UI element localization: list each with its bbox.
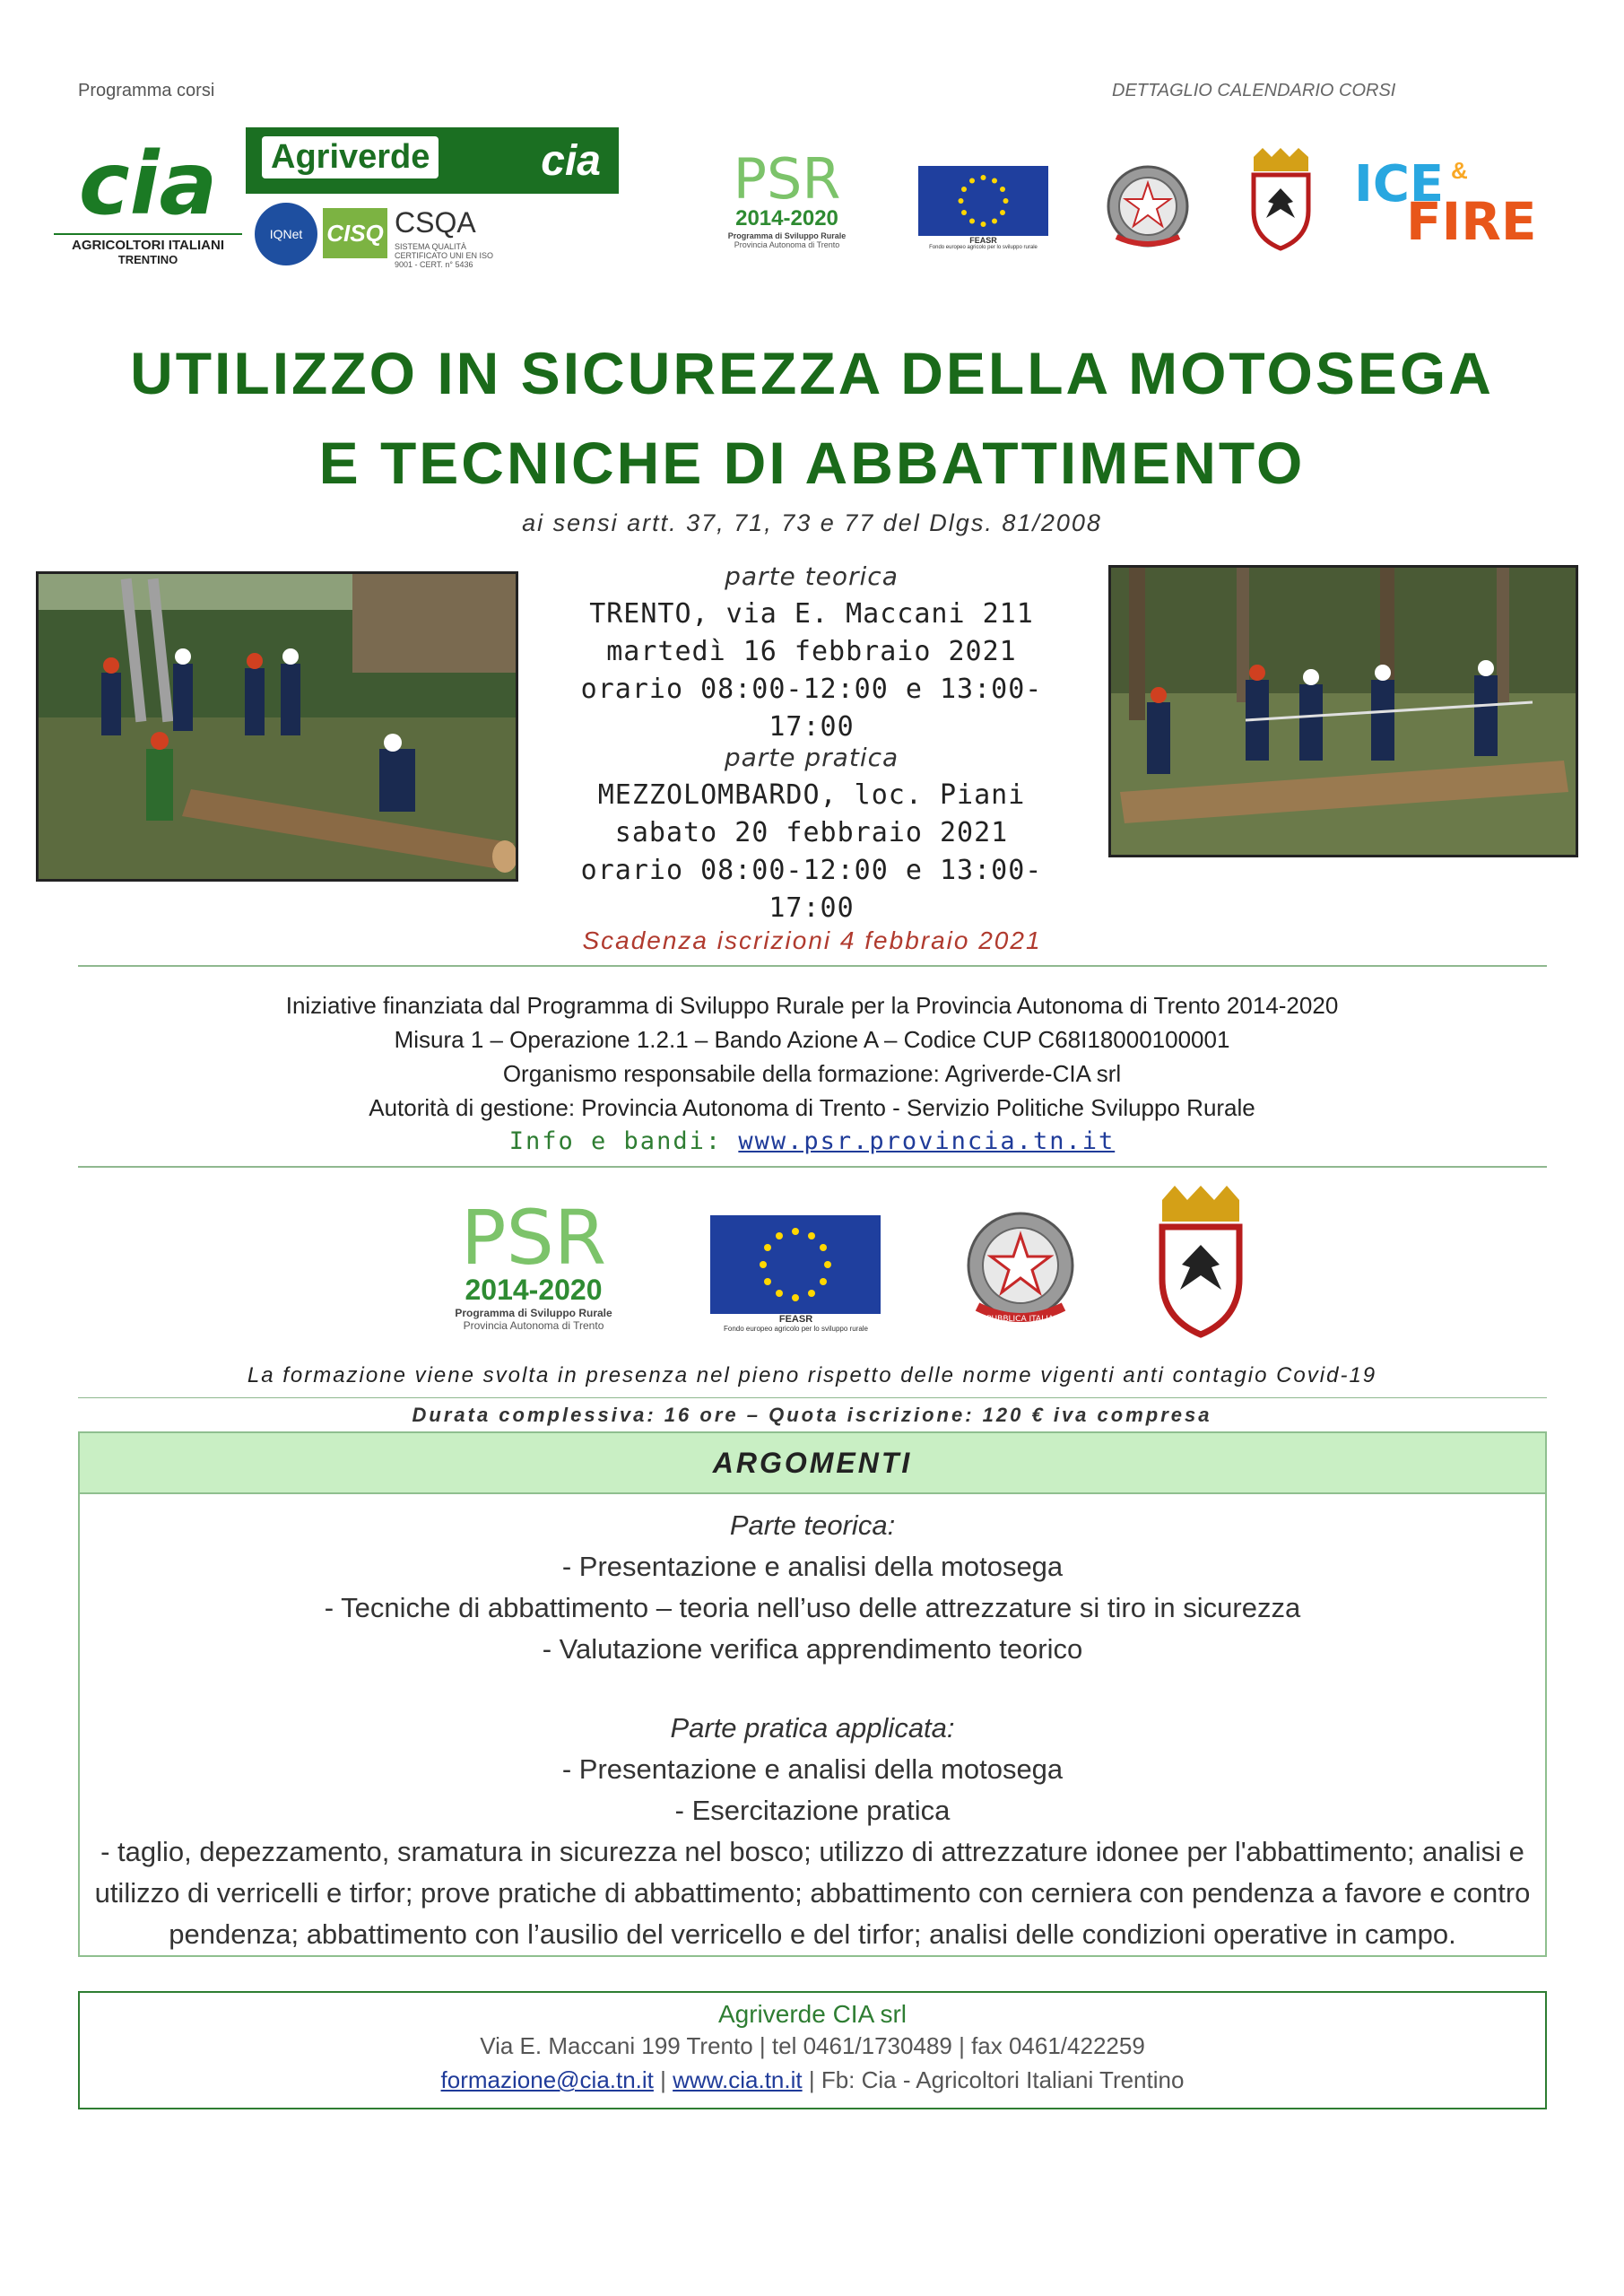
title-line2: E TECNICHE DI ABBATTIMENTO — [318, 430, 1306, 496]
covid-notice: La formazione viene svolta in presenza nel pieno rispetto delle norme vigenti anti contagio Covid-19 — [247, 1363, 1377, 1387]
contact-links-line: formazione@cia.tn.it | www.cia.tn.it | Fb: Cia - Agricoltori Italiani Trentino — [440, 2066, 1185, 2093]
topics-practice-item: - Esercitazione pratica — [674, 1795, 951, 1826]
schedule-theory-place: TRENTO, via E. Maccani 211 — [589, 598, 1034, 630]
divider-top — [78, 965, 1547, 967]
funding-line1: Iniziative finanziata dal Programma di Sviluppo Rurale per la Provincia Autonoma di Trento 2014-2020 — [285, 992, 1339, 1019]
eu-caption-bottom: FEASR — [778, 1314, 813, 1325]
topics-spacer — [80, 1670, 1545, 1708]
schedule-practice-place: MEZZOLOMBARDO, loc. Piani — [597, 779, 1026, 811]
republic-emblem-top — [1099, 161, 1197, 251]
topics-practice-detail: utilizzo di verricelli e tirfor; prove pratiche di abbattimento; abbattimento con cerniera con pendenza a favore e contro — [94, 1877, 1531, 1909]
eu-logo-top — [918, 166, 1048, 250]
eu-flag-icon — [918, 166, 1048, 236]
topics-practice-detail: - taglio, depezzamento, sramatura in sicurezza nel bosco; utilizzo di attrezzature idonee per l'abbattimento; analisi e — [100, 1836, 1524, 1867]
eu-flag-bottom-icon — [710, 1215, 881, 1314]
schedule-theory — [556, 558, 1067, 746]
funding-info-label: Info e bandi: — [508, 1127, 739, 1155]
trentino-coat-top — [1243, 148, 1319, 251]
topics-theory-item: - Presentazione e analisi della motosega — [561, 1551, 1064, 1582]
contact-address: Via E. Maccani 199 Trento — [480, 2032, 753, 2059]
eu-stars-bottom-icon — [710, 1215, 881, 1314]
republic-label: REPUBBLICA ITALIANA — [976, 1315, 1065, 1324]
course-duration-fee: Durata complessiva: 16 ore – Quota iscrizione: 120 € iva compresa — [412, 1404, 1212, 1426]
cia-logo-mark — [54, 144, 242, 229]
agriverde-name: Agriverde — [262, 136, 439, 178]
psr-logo-bottom-letters: PSR — [460, 1194, 607, 1282]
iqnet-badge: IQNet — [255, 203, 317, 265]
funding-info-line — [0, 1125, 1624, 1159]
psr-website-link[interactable]: www.psr.provincia.tn.it — [738, 1127, 1116, 1155]
contact-address-line: Via E. Maccani 199 Trento | tel 0461/1730489 | fax 0461/422259 — [480, 2032, 1145, 2059]
title-line1: UTILIZZO IN SICUREZZA DELLA MOTOSEGA — [130, 340, 1494, 406]
photo-left — [36, 571, 518, 882]
cia-logo-text: cia — [78, 144, 218, 229]
topics-box — [78, 1431, 1547, 1957]
contact-phone: tel 0461/1730489 — [771, 2032, 952, 2059]
eu-stars-icon — [918, 166, 1048, 236]
trentino-coat-icon — [1243, 148, 1319, 251]
csqa-caption: SISTEMA QUALITÀ CERTIFICATO UNI EN ISO 9001 - CERT. n° 5436 — [395, 242, 494, 269]
cia-logo-line2: TRENTINO — [117, 253, 178, 266]
schedule-practice-label: parte pratica — [724, 743, 899, 772]
psr-logo-bottom-subtitle: Programma di Sviluppo Rurale — [455, 1307, 612, 1319]
topics-practice-item: - Presentazione e analisi della motosega — [561, 1753, 1064, 1785]
psr-logo-years: 2014-2020 — [735, 206, 838, 230]
psr-logo-top — [708, 146, 865, 249]
photo-left-illustration — [39, 574, 516, 879]
topics-theory-item: - Valutazione verifica apprendimento teorico — [542, 1633, 1083, 1665]
funding-line3: Organismo responsabile della formazione: Agriverde-CIA srl — [502, 1060, 1122, 1087]
topics-body — [80, 1505, 1545, 1955]
psr-logo-letters: PSR — [733, 146, 841, 212]
icefire-fire: FIRE — [1406, 191, 1537, 252]
topics-practice-detail: pendenza; abbattimento con l’ausilio del verricello e del tirfor; analisi delle condizioni operative in campo. — [169, 1918, 1456, 1950]
schedule-practice-hours: orario 08:00-12:00 e 13:00-17:00 — [580, 855, 1043, 924]
contact-fax: fax 0461/422259 — [971, 2032, 1145, 2059]
registration-deadline: Scadenza iscrizioni 4 febbraio 2021 — [582, 926, 1042, 954]
icefire-logo — [1352, 148, 1551, 251]
cisq-badge: CISQ — [323, 208, 387, 258]
trentino-coat-bottom-icon — [1151, 1186, 1250, 1338]
eu-caption-top: FEASR — [969, 236, 997, 245]
schedule-theory-hours: orario 08:00-12:00 e 13:00-17:00 — [580, 674, 1043, 743]
csqa-badge: CSQA — [395, 206, 476, 239]
republic-emblem-icon — [1099, 161, 1197, 251]
psr-logo-bottom — [430, 1194, 637, 1332]
header-program-label: Programma corsi — [78, 81, 215, 100]
icefire-ice: ICE — [1354, 155, 1445, 213]
schedule-theory-date: martedì 16 febbraio 2021 — [606, 636, 1017, 667]
eu-caption2-top: Fondo europeo agricolo per lo sviluppo rurale — [929, 245, 1038, 250]
funding-info — [0, 988, 1624, 1159]
topics-theory-item: - Tecniche di abbattimento – teoria nell’uso delle attrezzature si tiro in sicurezza — [324, 1592, 1301, 1623]
eu-caption2-bottom: Fondo europeo agricolo per lo sviluppo rurale — [724, 1325, 868, 1333]
photo-right — [1108, 565, 1578, 857]
contact-company: Agriverde CIA srl — [717, 2000, 908, 2028]
eu-logo-bottom — [708, 1215, 883, 1333]
divider-covid — [78, 1397, 1547, 1398]
psr-logo-subtitle: Programma di Sviluppo Rurale — [727, 231, 847, 240]
cia-logo — [54, 144, 242, 269]
header-calendar-label: DETTAGLIO CALENDARIO CORSI — [1112, 81, 1396, 100]
contact-email-link[interactable]: formazione@cia.tn.it — [440, 2066, 654, 2093]
schedule-practice — [556, 739, 1067, 927]
contact-website-link[interactable]: www.cia.tn.it — [673, 2066, 803, 2093]
schedule-theory-label: parte teorica — [725, 561, 899, 591]
cia-logo-line1: AGRICOLTORI ITALIANI — [54, 233, 242, 253]
psr-logo-bottom-years: 2014-2020 — [465, 1274, 603, 1306]
contact-box — [78, 1991, 1547, 2109]
photo-right-illustration — [1111, 568, 1576, 855]
psr-logo-bottom-subtitle2: Provincia Autonoma di Trento — [463, 1319, 604, 1332]
title-subtitle: ai sensi artt. 37, 71, 73 e 77 del Dlgs. 81/2008 — [522, 509, 1102, 536]
trentino-coat-bottom — [1151, 1186, 1250, 1338]
schedule-practice-date: sabato 20 febbraio 2021 — [614, 817, 1009, 848]
icefire-amp: & — [1451, 157, 1468, 184]
funding-line2: Misura 1 – Operazione 1.2.1 – Bando Azione A – Codice CUP C68I18000100001 — [394, 1026, 1230, 1053]
republic-emblem-bottom — [958, 1206, 1083, 1332]
contact-facebook: Fb: Cia - Agricoltori Italiani Trentino — [821, 2066, 1185, 2093]
divider-middle — [78, 1166, 1547, 1168]
agriverde-logo — [246, 127, 619, 271]
topics-practice-title: Parte pratica applicata: — [670, 1712, 955, 1744]
topics-theory-title: Parte teorica: — [729, 1509, 896, 1541]
topics-heading: ARGOMENTI — [80, 1433, 1545, 1494]
republic-emblem-bottom-icon — [958, 1206, 1083, 1332]
agriverde-cia-mark: cia — [541, 137, 601, 185]
psr-logo-subtitle2: Provincia Autonoma di Trento — [734, 240, 840, 249]
funding-line4: Autorità di gestione: Provincia Autonoma di Trento - Servizio Politiche Sviluppo Rurale — [369, 1094, 1255, 1121]
